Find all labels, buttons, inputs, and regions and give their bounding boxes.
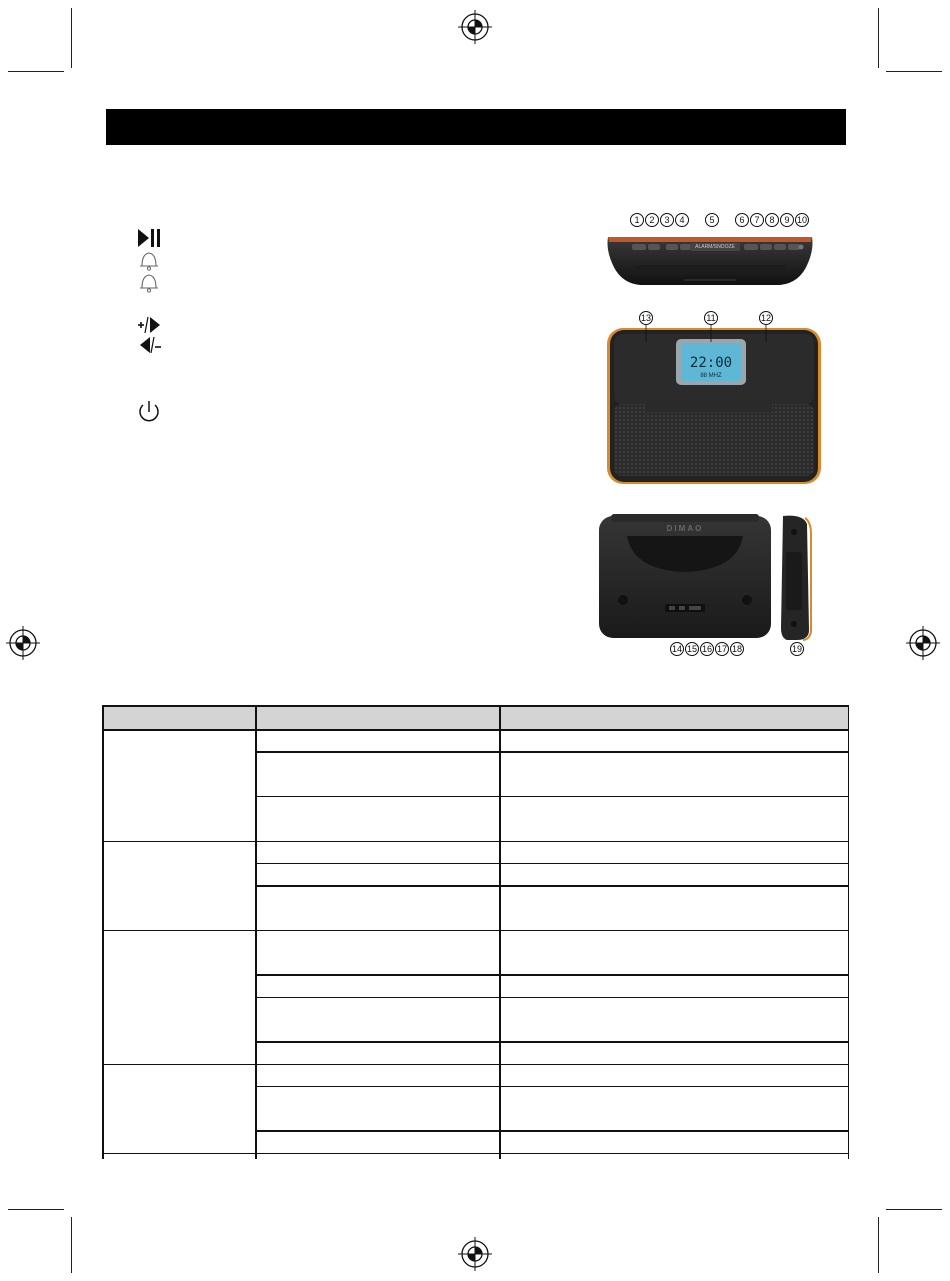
callout-5: 5 <box>705 213 719 227</box>
figure-rear-view <box>597 512 819 657</box>
callout-17: 17 <box>716 644 727 654</box>
callout-3: 3 <box>660 213 674 227</box>
crop-mark-top-left-v <box>71 8 72 68</box>
callout-14: 14 <box>671 644 682 654</box>
table-row-divider-2-2 <box>255 885 849 887</box>
table-row-divider-3-1 <box>255 974 849 976</box>
callout-12: 12 <box>760 313 771 323</box>
callout-11: 11 <box>704 311 718 325</box>
crop-mark-top-right-v <box>878 8 879 68</box>
table-group-divider-2 <box>102 930 849 932</box>
table-row-divider-1-1 <box>255 751 849 753</box>
prev-minus-icon <box>134 333 164 357</box>
callout-18: 18 <box>731 644 742 654</box>
crop-mark-top-left-h <box>8 71 64 72</box>
table-border-right <box>848 705 850 1159</box>
table-row-divider-1-2 <box>255 796 849 798</box>
lcd-time-display: 22:00 <box>689 355 733 371</box>
registration-mark-bottom <box>458 1237 492 1271</box>
callout-16: 16 <box>701 644 712 654</box>
callout-1: 1 <box>630 213 644 227</box>
callout-9: 9 <box>780 213 794 227</box>
callout-4: 4 <box>675 213 689 227</box>
alarm-bell-icon <box>134 248 164 272</box>
play-pause-icon <box>134 226 164 250</box>
table-border-left <box>102 705 104 1159</box>
table-col-divider-2 <box>499 705 501 1159</box>
section-header-bar <box>106 109 846 145</box>
table-header-divider <box>102 729 849 731</box>
crop-mark-bottom-right-h <box>886 1209 942 1210</box>
callout-13: 13 <box>640 313 651 323</box>
crop-mark-bottom-left-v <box>71 1217 72 1273</box>
top-view-callouts <box>630 213 809 227</box>
lcd-sub-display: 88 MHZ <box>700 373 722 379</box>
callout-6: 6 <box>735 213 749 227</box>
table-row-divider-3-3 <box>255 1041 849 1043</box>
figure-front-view <box>606 306 822 486</box>
figure-top-view <box>604 205 816 287</box>
callout-10: 10 <box>796 215 807 225</box>
rear-view-callouts <box>670 642 744 656</box>
table-row-divider-2-1 <box>255 863 849 865</box>
callout-7: 7 <box>750 213 764 227</box>
table-row-divider-4-2 <box>255 1130 849 1132</box>
registration-mark-top <box>458 10 492 44</box>
callout-8: 8 <box>765 213 779 227</box>
callout-19: 19 <box>791 644 802 654</box>
front-view-leader-lines <box>606 306 822 346</box>
crop-mark-bottom-right-v <box>878 1217 879 1273</box>
power-icon <box>134 398 164 426</box>
crop-mark-bottom-left-h <box>8 1209 64 1210</box>
brand-logo: DIMAO <box>666 524 704 533</box>
table-row-divider-4-1 <box>255 1086 849 1088</box>
registration-mark-left <box>6 626 40 660</box>
table-row-divider-3-2 <box>255 997 849 999</box>
alarm-bell-icon-2 <box>134 270 164 294</box>
crop-mark-top-right-h <box>886 71 942 72</box>
callout-15: 15 <box>686 644 697 654</box>
registration-mark-right <box>906 626 940 660</box>
table-header-row <box>102 705 849 729</box>
alarm-snooze-button-label: ALARM/SNOOZE <box>695 244 735 250</box>
table-border-top <box>102 705 849 707</box>
callout-2: 2 <box>645 213 659 227</box>
table-col-divider-1 <box>255 705 257 1159</box>
table-group-divider-1 <box>102 841 849 843</box>
table-group-divider-4 <box>102 1153 849 1155</box>
spec-table <box>102 705 849 1159</box>
table-group-divider-3 <box>102 1064 849 1066</box>
